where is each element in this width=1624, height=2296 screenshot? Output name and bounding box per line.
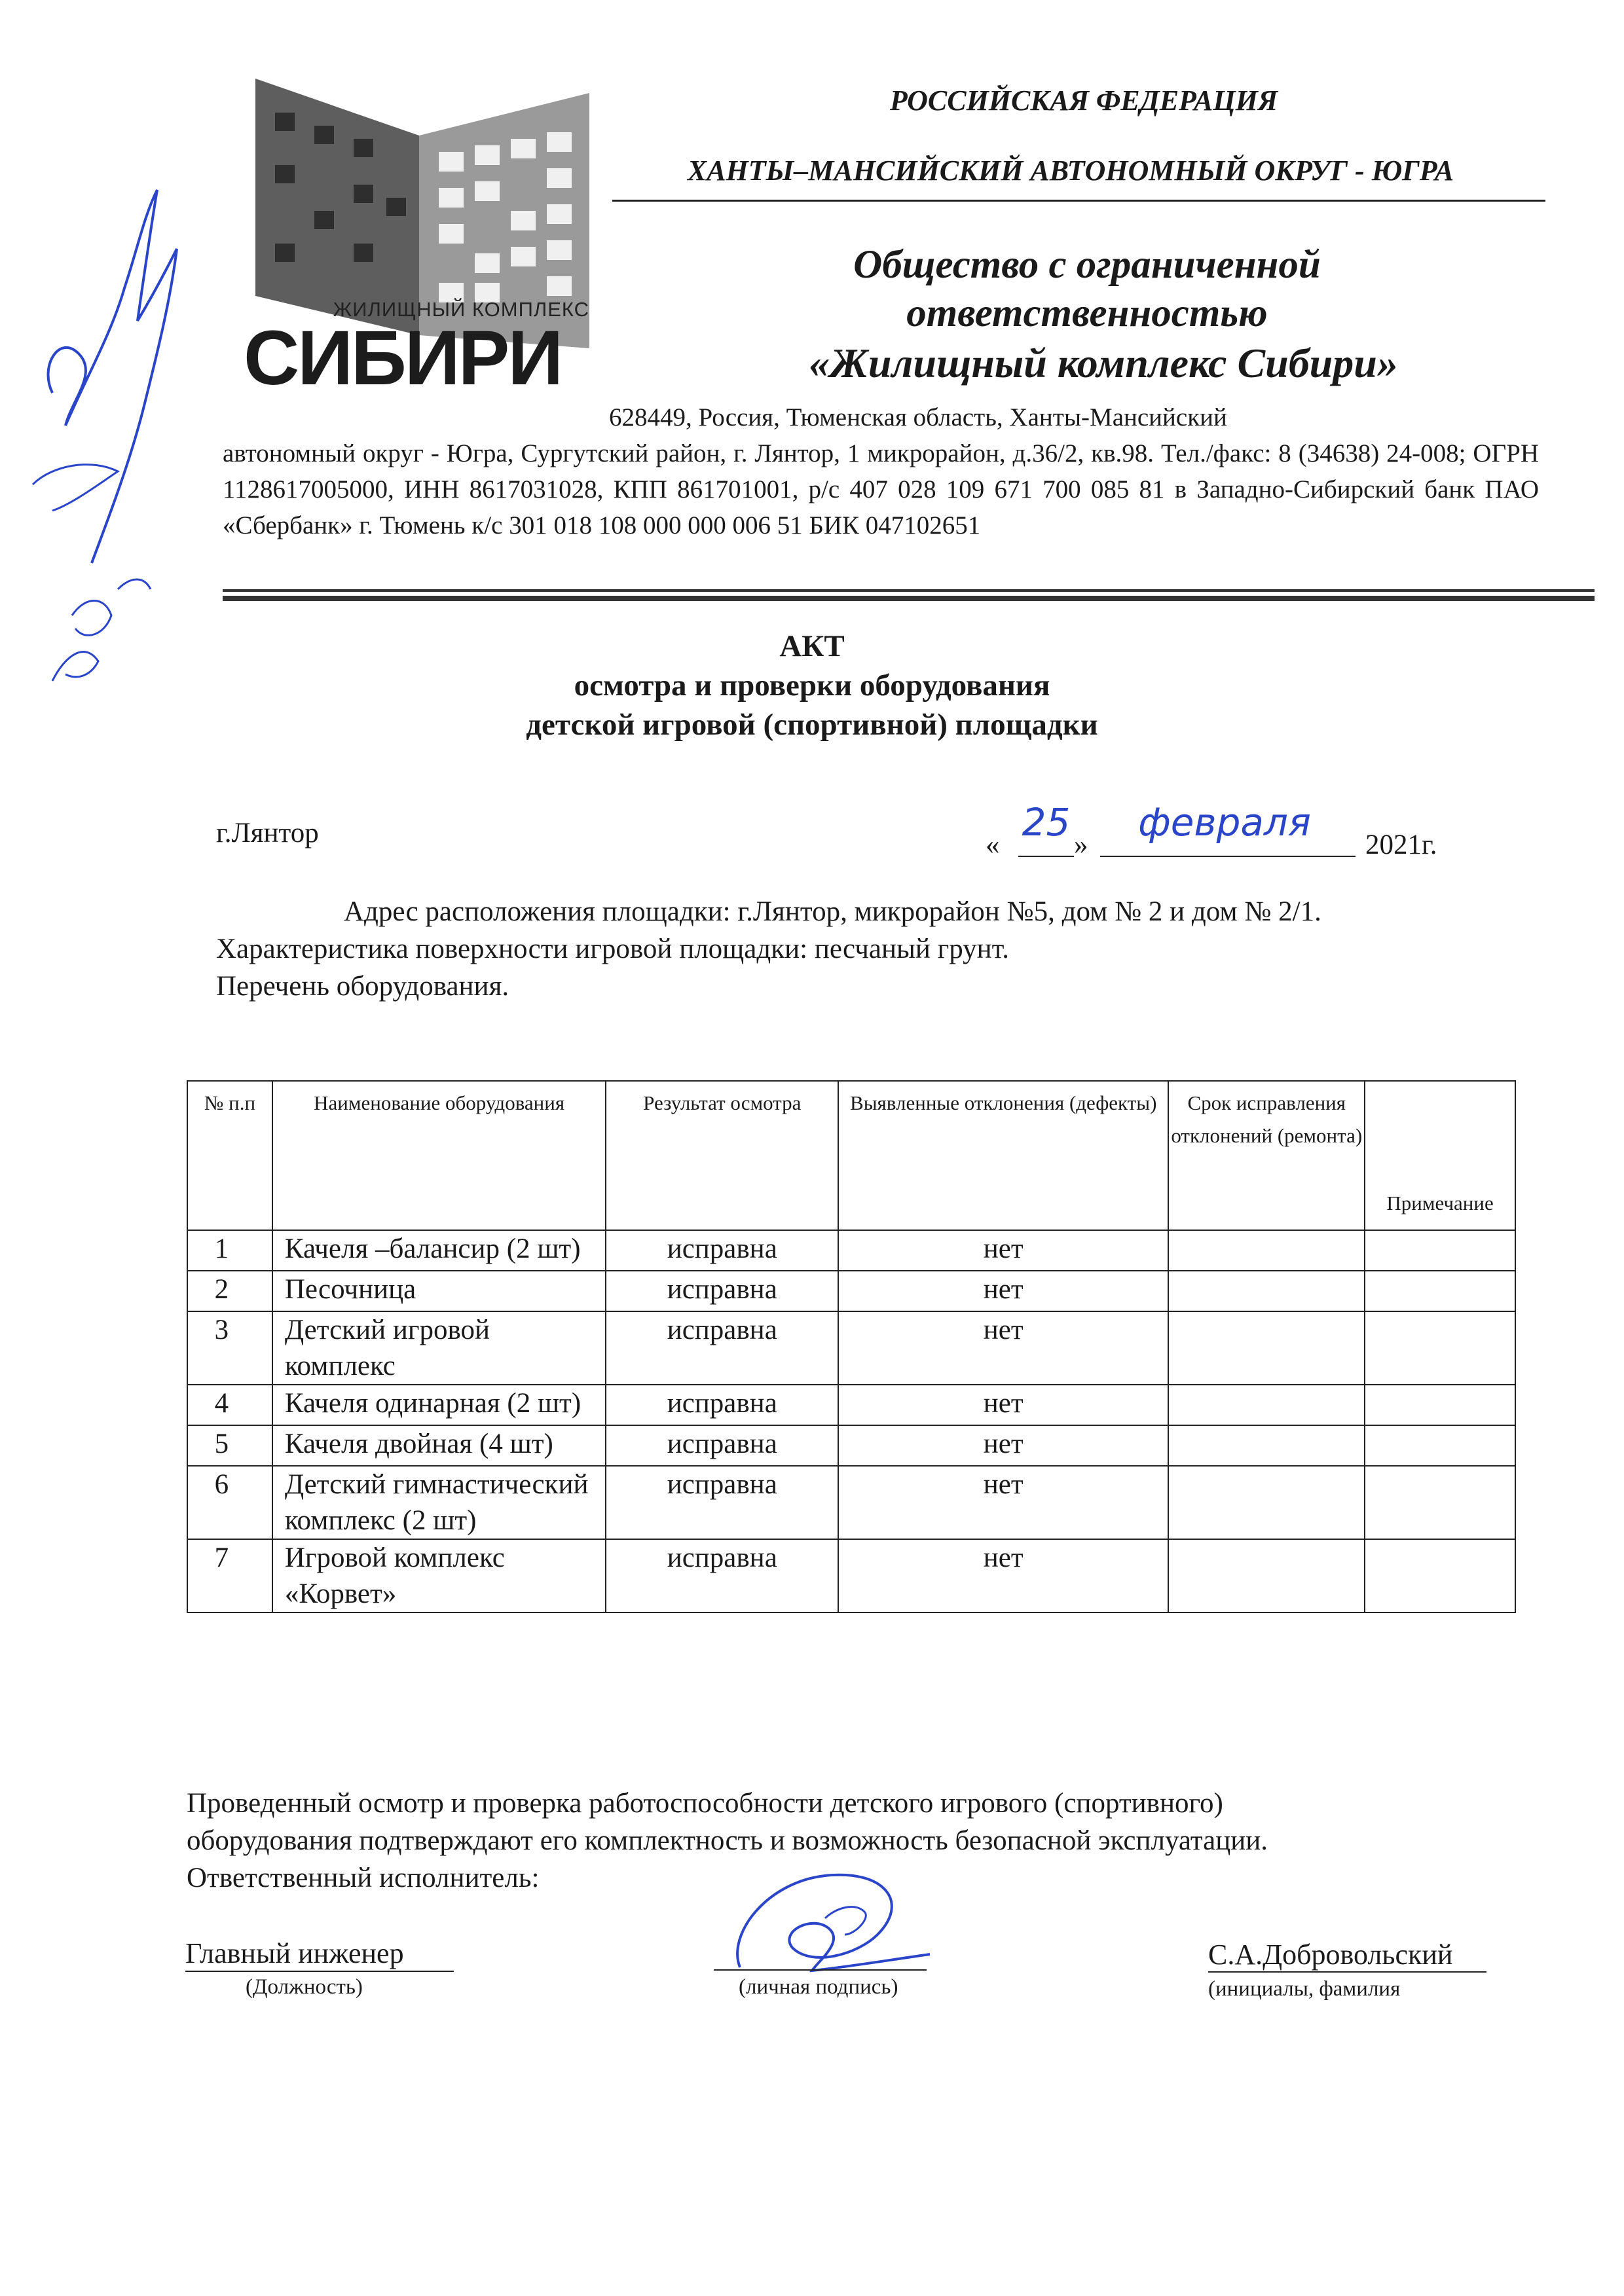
table-row bbox=[187, 1271, 1515, 1311]
site-address: Адрес расположения площадки: г.Лянтор, микрорайон №5, дом № 2 и дом № 2/1. bbox=[344, 896, 1321, 927]
cell-name: Качеля двойная (4 шт) bbox=[272, 1425, 606, 1466]
cell-num: 3 bbox=[187, 1311, 272, 1385]
table-row bbox=[187, 1385, 1515, 1425]
date-day-handwritten: 25 bbox=[1022, 800, 1071, 845]
cell-defects: нет bbox=[838, 1230, 1168, 1271]
header-deadline: Срок исправления отклонений (ремонта) bbox=[1168, 1081, 1365, 1230]
name-underline bbox=[1208, 1971, 1486, 1973]
city: г.Лянтор bbox=[216, 818, 319, 848]
cell-name: Качеля одинарная (2 шт) bbox=[272, 1385, 606, 1425]
cell-name: Детский игровой комплекс bbox=[272, 1311, 606, 1385]
cell-defects: нет bbox=[838, 1385, 1168, 1425]
header-result: Результат осмотра bbox=[606, 1081, 838, 1230]
signer-position: Главный инженер bbox=[185, 1937, 404, 1969]
header-defects: Выявленные отклонения (дефекты) bbox=[838, 1081, 1168, 1230]
signer-name: С.А.Добровольский bbox=[1208, 1939, 1453, 1971]
signature-underline bbox=[714, 1969, 927, 1971]
position-underline bbox=[185, 1971, 454, 1972]
logo-wordmark: СИБИРИ bbox=[244, 315, 562, 401]
cell-note bbox=[1365, 1466, 1515, 1539]
conclusion-line-1: Проведенный осмотр и проверка работоспособности детского игрового (спортивного) bbox=[187, 1788, 1223, 1819]
requisites-rest: автономный округ - Югра, Сургутский район, г. Лянтор, 1 микрорайон, д.36/2, кв.98. Тел./факс: 8 (34638) 24-008; ОГРН 1128617005000, ИНН 8617031028, КПП 861701001, р/с 407 028 109 671 700 085 81 в Западно-Сибирский банк ПАО «Сбербанк» г. Тюмень к/с 301 018 108 000 000 006 51 БИК 047102651 bbox=[223, 439, 1539, 539]
cell-deadline bbox=[1168, 1230, 1365, 1271]
date-day-underline bbox=[1018, 856, 1074, 857]
cell-note bbox=[1365, 1425, 1515, 1466]
table-row bbox=[187, 1311, 1515, 1385]
header-divider-thin bbox=[223, 589, 1595, 592]
cell-result: исправна bbox=[606, 1539, 838, 1613]
cell-result: исправна bbox=[606, 1311, 838, 1385]
document-title: АКТ bbox=[779, 629, 845, 663]
responsible-person-label: Ответственный исполнитель: bbox=[187, 1863, 540, 1893]
handwritten-signature bbox=[714, 1856, 950, 1987]
document-subtitle-1: осмотра и проверки оборудования bbox=[574, 668, 1050, 702]
header-num: № п.п bbox=[187, 1081, 272, 1230]
cell-num: 4 bbox=[187, 1385, 272, 1425]
date-month-underline bbox=[1100, 856, 1356, 857]
cell-num: 1 bbox=[187, 1230, 272, 1271]
header-org-line-1: Общество с ограниченной bbox=[853, 243, 1321, 287]
cell-defects: нет bbox=[838, 1271, 1168, 1311]
equipment-list-heading: Перечень оборудования. bbox=[216, 971, 509, 1002]
header-name: Наименование оборудования bbox=[272, 1081, 606, 1230]
cell-note bbox=[1365, 1311, 1515, 1385]
cell-note bbox=[1365, 1539, 1515, 1613]
header-divider-thick bbox=[223, 596, 1595, 601]
cell-num: 2 bbox=[187, 1271, 272, 1311]
table-row bbox=[187, 1539, 1515, 1613]
cell-defects: нет bbox=[838, 1466, 1168, 1539]
date-year: 2021г. bbox=[1365, 829, 1437, 860]
table-row bbox=[187, 1425, 1515, 1466]
name-caption: (инициалы, фамилия bbox=[1208, 1977, 1401, 2001]
cell-name: Качеля –балансир (2 шт) bbox=[272, 1230, 606, 1271]
date-open-quote: « bbox=[986, 829, 1000, 860]
equipment-table bbox=[187, 1080, 1516, 1613]
cell-deadline bbox=[1168, 1539, 1365, 1613]
cell-deadline bbox=[1168, 1425, 1365, 1466]
position-caption: (Должность) bbox=[246, 1975, 363, 1999]
cell-num: 6 bbox=[187, 1466, 272, 1539]
surface-description: Характеристика поверхности игровой площадки: песчаный грунт. bbox=[216, 934, 1009, 964]
requisites-first-line: 628449, Россия, Тюменская область, Ханты-Мансийский bbox=[609, 403, 1227, 431]
cell-defects: нет bbox=[838, 1425, 1168, 1466]
header-okrug: ХАНТЫ–МАНСИЙСКИЙ АВТОНОМНЫЙ ОКРУГ - ЮГРА bbox=[687, 155, 1454, 187]
margin-handwritten-approval bbox=[13, 118, 210, 694]
cell-result: исправна bbox=[606, 1271, 838, 1311]
header-org-line-3: «Жилищный комплекс Сибири» bbox=[809, 340, 1398, 386]
conclusion-line-2: оборудования подтверждают его комплектность и возможность безопасной эксплуатации. bbox=[187, 1825, 1268, 1856]
cell-name: Игровой комплекс «Корвет» bbox=[272, 1539, 606, 1613]
cell-note bbox=[1365, 1230, 1515, 1271]
cell-deadline bbox=[1168, 1385, 1365, 1425]
cell-result: исправна bbox=[606, 1466, 838, 1539]
cell-defects: нет bbox=[838, 1311, 1168, 1385]
header-org-line-2: ответственностью bbox=[906, 291, 1268, 335]
signature-caption: (личная подпись) bbox=[739, 1975, 898, 1999]
company-requisites bbox=[223, 399, 1539, 543]
cell-num: 5 bbox=[187, 1425, 272, 1466]
date-month-handwritten: февраля bbox=[1138, 800, 1311, 845]
date-close-quote: » bbox=[1074, 829, 1088, 860]
cell-note bbox=[1365, 1271, 1515, 1311]
header-underline bbox=[612, 200, 1545, 202]
cell-name: Детский гимнастический комплекс (2 шт) bbox=[272, 1466, 606, 1539]
cell-result: исправна bbox=[606, 1230, 838, 1271]
cell-result: исправна bbox=[606, 1385, 838, 1425]
cell-deadline bbox=[1168, 1271, 1365, 1311]
cell-deadline bbox=[1168, 1311, 1365, 1385]
table-header-row bbox=[187, 1081, 1515, 1230]
cell-defects: нет bbox=[838, 1539, 1168, 1613]
cell-num: 7 bbox=[187, 1539, 272, 1613]
cell-note bbox=[1365, 1385, 1515, 1425]
logo-caption: ЖИЛИЩНЫЙ КОМПЛЕКС bbox=[333, 298, 589, 321]
header-federation: РОССИЙСКАЯ ФЕДЕРАЦИЯ bbox=[889, 84, 1278, 117]
table-row bbox=[187, 1230, 1515, 1271]
header-note: Примечание bbox=[1365, 1081, 1515, 1230]
document-subtitle-2: детской игровой (спортивной) площадки bbox=[526, 708, 1098, 742]
cell-deadline bbox=[1168, 1466, 1365, 1539]
cell-name: Песочница bbox=[272, 1271, 606, 1311]
cell-result: исправна bbox=[606, 1425, 838, 1466]
table-row bbox=[187, 1466, 1515, 1539]
